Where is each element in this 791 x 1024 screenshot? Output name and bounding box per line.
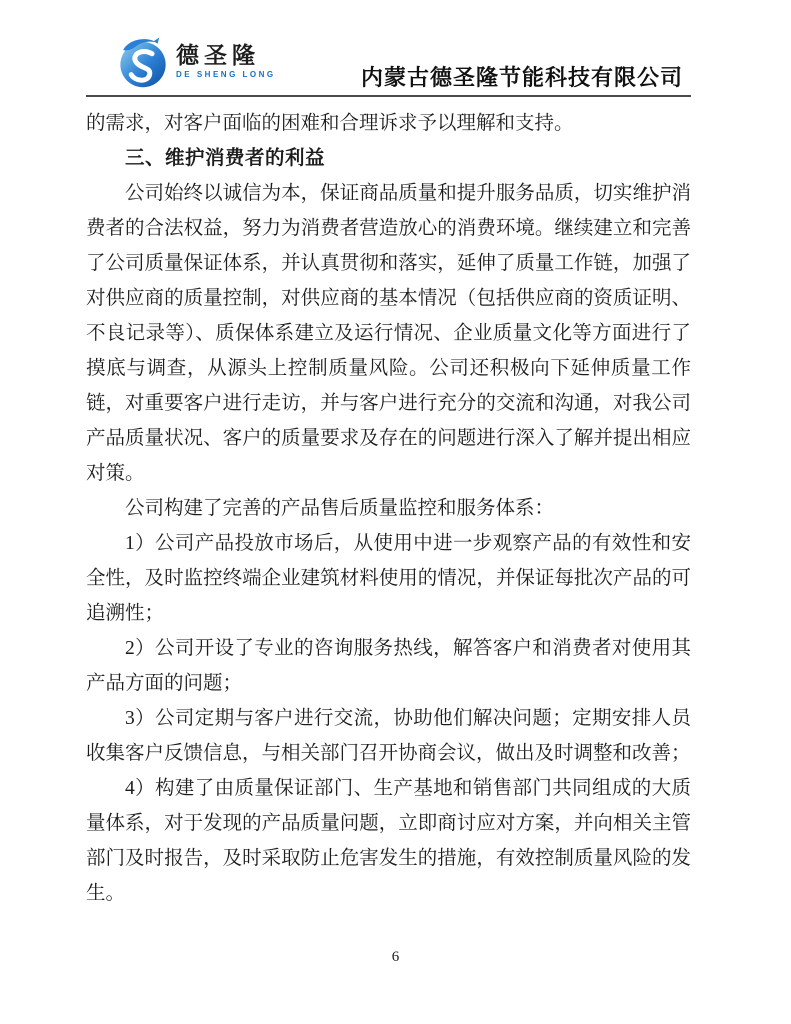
paragraph: 公司构建了完善的产品售后质量监控和服务体系： xyxy=(125,498,555,519)
page-header xyxy=(86,0,691,97)
company-logo xyxy=(114,32,276,90)
list-item-2: 2）公司开设了专业的咨询服务热线，解答客户和消费者对使用其产品方面的问题； xyxy=(86,638,691,694)
logo-chinese-name: 德圣隆 xyxy=(176,42,260,69)
company-name: 内蒙古德圣隆节能科技有限公司 xyxy=(360,65,683,90)
dragon-logo-icon xyxy=(114,32,172,90)
list-item-1: 1）公司产品投放市场后，从使用中进一步观察产品的有效性和安全性，及时监控终端企业建筑材料使用的情况，并保证每批次产品的可追溯性； xyxy=(86,533,691,624)
paragraph-continuation: 的需求，对客户面临的困难和合理诉求予以理解和支持。 xyxy=(86,113,574,134)
page-content xyxy=(86,0,691,911)
list-item-3: 3）公司定期与客户进行交流，协助他们解决问题；定期安排人员收集客户反馈信息，与相关部门召开协商会议，做出及时调整和改善； xyxy=(86,708,691,764)
logo-english-name: DE SHENG LONG xyxy=(176,69,276,79)
list-item-4: 4）构建了由质量保证部门、生产基地和销售部门共同组成的大质量体系，对于发现的产品质量问题，立即商讨应对方案，并向相关主管部门及时报告，及时采取防止危害发生的措施，有效控制质量风险的发生。 xyxy=(86,778,691,904)
document-body xyxy=(86,106,691,911)
paragraph: 公司始终以诚信为本，保证商品质量和提升服务品质，切实维护消费者的合法权益，努力为消费者营造放心的消费环境。继续建立和完善了公司质量保证体系，并认真贯彻和落实，延伸了质量工作链，加强了对供应商的质量控制，对供应商的基本情况（包括供应商的资质证明、不良记录等）、质保体系建立及运行情况、企业质量文化等方面进行了摸底与调查，从源头上控制质量风险。公司还积极向下延伸质量工作链，对重要客户进行走访，并与客户进行充分的交流和沟通，对我公司产品质量状况、客户的质量要求及存在的问题进行深入了解并提出相应对策。 xyxy=(86,183,691,484)
page-number: 6 xyxy=(391,949,400,965)
section-heading: 三、维护消费者的利益 xyxy=(125,148,326,169)
logo-text-block xyxy=(176,43,276,78)
